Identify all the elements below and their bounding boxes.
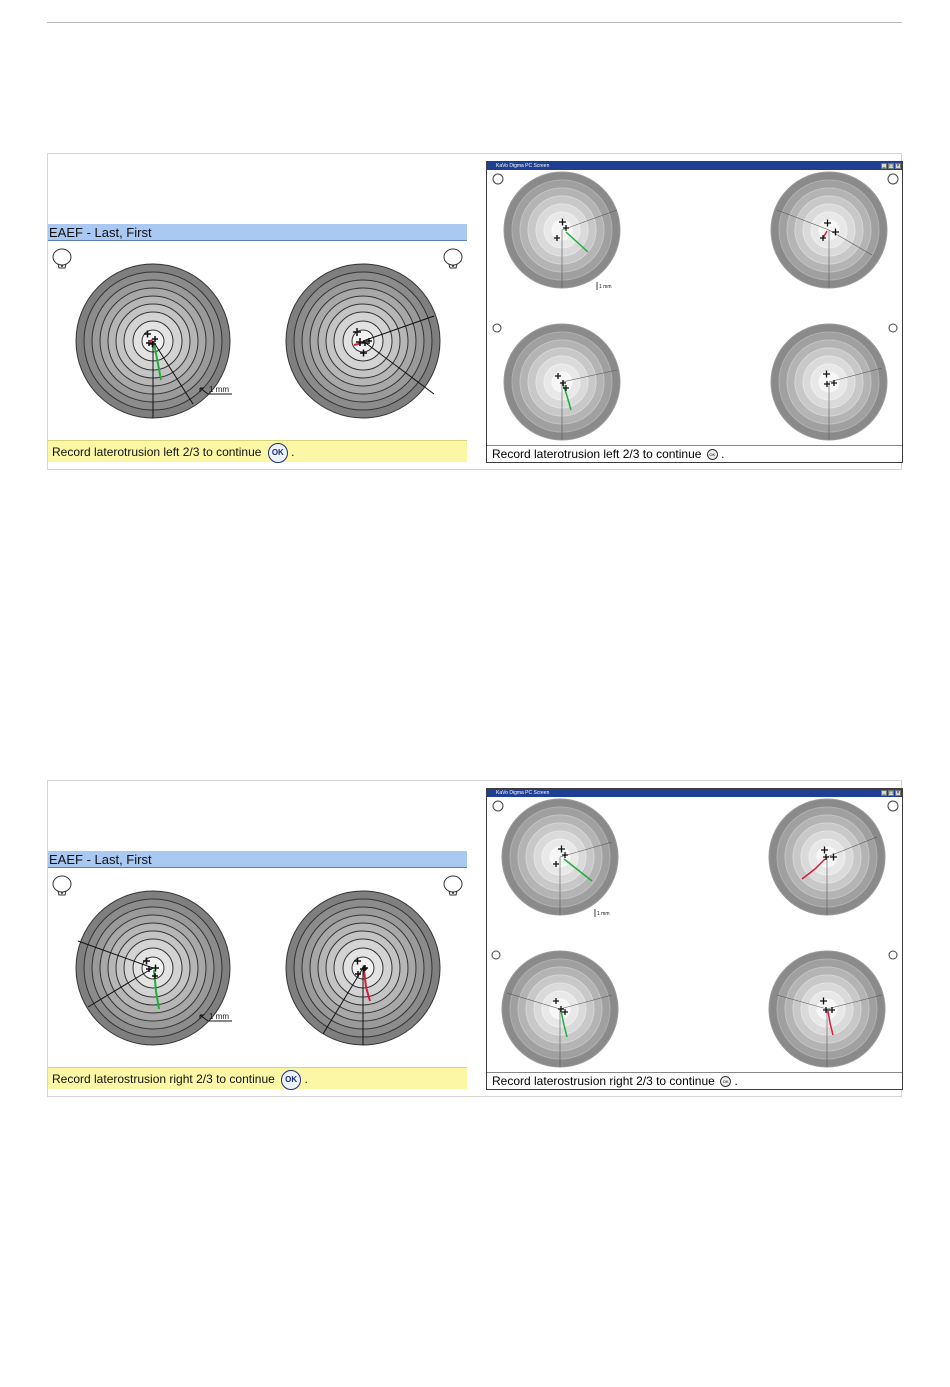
status-bar [48, 440, 467, 462]
target-chart [48, 869, 467, 1067]
target-bottom-left [504, 324, 620, 440]
target-bottom-right [771, 324, 887, 440]
maximize-icon[interactable]: □ [889, 163, 893, 169]
quad-target-plot [487, 797, 902, 1073]
figure-laterotrusion-left [47, 153, 902, 470]
close-icon[interactable]: × [896, 790, 900, 796]
head-outline-icon [888, 174, 898, 184]
target-plot [48, 242, 467, 440]
window-body [487, 797, 902, 1073]
header-rule [47, 22, 902, 23]
target-top-right [771, 172, 887, 288]
ok-button[interactable]: OK [720, 1076, 731, 1087]
target-plot [48, 869, 467, 1067]
target-right [286, 891, 440, 1045]
scale-label: 1 mm [209, 1012, 229, 1021]
ok-button[interactable]: OK [281, 1070, 301, 1090]
ok-button[interactable]: OK [268, 443, 288, 463]
status-text: Record laterotrusion left 2/3 to continue [52, 445, 262, 459]
window-titlebar [487, 789, 902, 797]
pc-screen-window [486, 161, 903, 463]
status-suffix: . [291, 445, 295, 459]
head-outline-icon [493, 801, 503, 811]
scale-indicator [595, 909, 610, 917]
close-icon[interactable]: × [896, 163, 900, 169]
app-screen-left [48, 781, 468, 1096]
quad-target-plot [487, 170, 902, 446]
scale-label: 1 mm [597, 911, 610, 917]
target-top-left [504, 172, 620, 288]
scale-label: 1 mm [599, 284, 612, 290]
target-left [76, 891, 230, 1045]
patient-bar: EAEF - Last, First [48, 851, 467, 868]
patient-bar: EAEF - Last, First [48, 224, 467, 241]
status-bar [48, 1067, 467, 1089]
minimize-icon[interactable]: _ [882, 790, 886, 796]
scale-indicator [597, 282, 612, 290]
target-bottom-right [769, 951, 885, 1067]
head-outline-icon [444, 249, 462, 268]
window-title: KaVo Digma PC Screen [496, 163, 550, 169]
status-text: Record laterotrusion left 2/3 to continue [492, 447, 702, 461]
head-outline-icon [493, 324, 501, 332]
window-body [487, 170, 902, 446]
target-top-right [769, 799, 885, 915]
head-outline-icon [53, 249, 71, 268]
head-outline-icon [889, 951, 897, 959]
head-outline-icon [53, 876, 71, 895]
window-status-bar [487, 1072, 902, 1089]
head-outline-icon [493, 174, 503, 184]
status-suffix: . [304, 1072, 308, 1086]
status-text: Record laterostrusion right 2/3 to continue [492, 1074, 715, 1088]
target-left [76, 264, 230, 418]
target-right [286, 264, 440, 418]
status-suffix: . [734, 1074, 738, 1088]
window-titlebar [487, 162, 902, 170]
target-chart [48, 242, 467, 440]
status-text: Record laterostrusion right 2/3 to continue [52, 1072, 275, 1086]
head-outline-icon [889, 324, 897, 332]
head-outline-icon [888, 801, 898, 811]
figure-laterotrusion-right [47, 780, 902, 1097]
window-controls [881, 163, 901, 169]
target-bottom-left [502, 951, 618, 1067]
window-status-bar [487, 445, 902, 462]
ok-button[interactable]: OK [707, 449, 718, 460]
status-suffix: . [721, 447, 725, 461]
window-controls [881, 790, 901, 796]
target-top-left [502, 799, 618, 915]
maximize-icon[interactable]: □ [889, 790, 893, 796]
app-screen-left [48, 154, 468, 469]
head-outline-icon [444, 876, 462, 895]
scale-label: 1 mm [209, 385, 229, 394]
head-outline-icon [492, 951, 500, 959]
window-title: KaVo Digma PC Screen [496, 790, 550, 796]
pc-screen-window [486, 788, 903, 1090]
minimize-icon[interactable]: _ [882, 163, 886, 169]
